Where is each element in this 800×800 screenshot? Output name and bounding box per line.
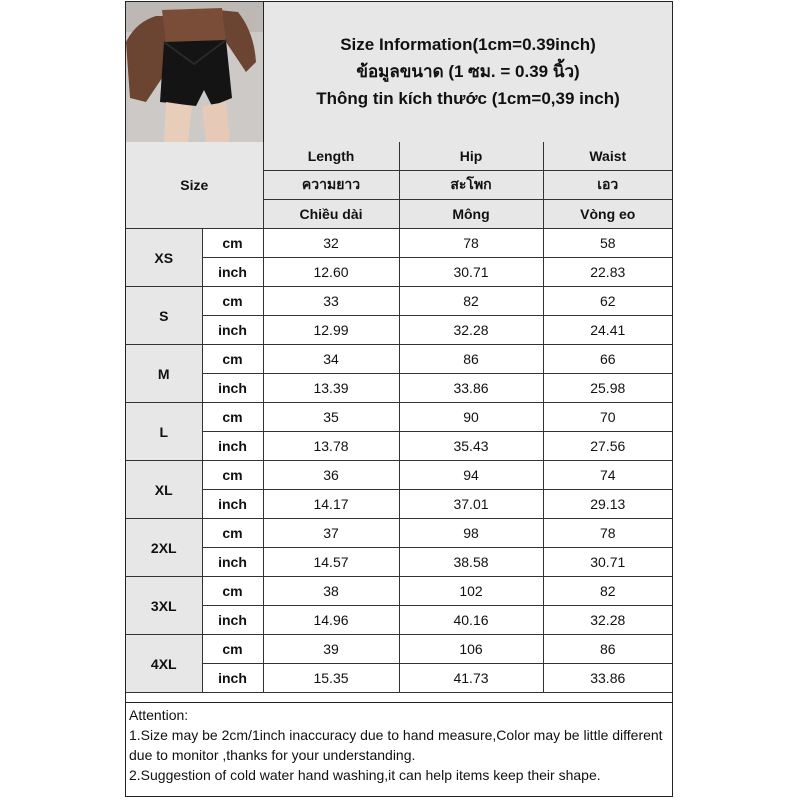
cell-cm: 98 xyxy=(399,519,543,548)
cell-cm: 90 xyxy=(399,403,543,432)
column-waist-th: เอว xyxy=(543,171,672,200)
cell-inch: 15.35 xyxy=(263,664,399,693)
size-label: L xyxy=(126,403,202,461)
cell-cm: 36 xyxy=(263,461,399,490)
table-row xyxy=(126,316,672,345)
size-label: M xyxy=(126,345,202,403)
table-row xyxy=(126,635,672,664)
column-length-en: Length xyxy=(263,142,399,171)
cell-cm: 70 xyxy=(543,403,672,432)
column-hip-vi: Mông xyxy=(399,200,543,229)
cell-cm: 38 xyxy=(263,577,399,606)
unit-cm: cm xyxy=(202,229,263,258)
table-row xyxy=(126,606,672,635)
cell-cm: 78 xyxy=(399,229,543,258)
cell-cm: 35 xyxy=(263,403,399,432)
unit-inch: inch xyxy=(202,664,263,693)
unit-inch: inch xyxy=(202,606,263,635)
attention-note-2: 2.Suggestion of cold water hand washing,it can help items keep their shape. xyxy=(129,767,601,783)
cell-cm: 78 xyxy=(543,519,672,548)
table-row xyxy=(126,432,672,461)
size-label: 3XL xyxy=(126,577,202,635)
cell-cm: 86 xyxy=(543,635,672,664)
attention-heading: Attention: xyxy=(129,707,189,723)
size-label: XS xyxy=(126,229,202,287)
unit-inch: inch xyxy=(202,432,263,461)
cell-inch: 24.41 xyxy=(543,316,672,345)
table-row xyxy=(126,258,672,287)
column-waist-en: Waist xyxy=(543,142,672,171)
column-waist-vi: Vòng eo xyxy=(543,200,672,229)
header-area xyxy=(126,2,672,143)
column-length-th: ความยาว xyxy=(263,171,399,200)
cell-cm: 58 xyxy=(543,229,672,258)
cell-inch: 30.71 xyxy=(399,258,543,287)
product-photo xyxy=(126,2,264,142)
size-column-heading: Size xyxy=(126,142,263,229)
cell-inch: 25.98 xyxy=(543,374,672,403)
unit-cm: cm xyxy=(202,287,263,316)
cell-inch: 12.99 xyxy=(263,316,399,345)
attention-notes xyxy=(126,702,672,797)
cell-cm: 82 xyxy=(543,577,672,606)
cell-inch: 30.71 xyxy=(543,548,672,577)
size-label: S xyxy=(126,287,202,345)
cell-cm: 33 xyxy=(263,287,399,316)
cell-cm: 62 xyxy=(543,287,672,316)
table-row xyxy=(126,229,672,258)
cell-inch: 40.16 xyxy=(399,606,543,635)
cell-cm: 39 xyxy=(263,635,399,664)
unit-inch: inch xyxy=(202,258,263,287)
cell-inch: 13.39 xyxy=(263,374,399,403)
attention-note-1: 1.Size may be 2cm/1inch inaccuracy due to hand measure,Color may be little different due to monitor ,thanks for your understanding. xyxy=(129,727,663,763)
cell-inch: 29.13 xyxy=(543,490,672,519)
product-photo-illustration xyxy=(126,2,263,142)
size-info-title xyxy=(264,2,672,142)
size-label: XL xyxy=(126,461,202,519)
unit-cm: cm xyxy=(202,345,263,374)
cell-inch: 32.28 xyxy=(399,316,543,345)
size-table xyxy=(126,142,672,693)
cell-inch: 27.56 xyxy=(543,432,672,461)
cell-cm: 102 xyxy=(399,577,543,606)
unit-inch: inch xyxy=(202,490,263,519)
title-english: Size Information(1cm=0.39inch) xyxy=(340,35,596,54)
cell-cm: 32 xyxy=(263,229,399,258)
cell-cm: 74 xyxy=(543,461,672,490)
title-vietnamese: Thông tin kích thước (1cm=0,39 inch) xyxy=(316,89,620,108)
cell-cm: 106 xyxy=(399,635,543,664)
cell-cm: 94 xyxy=(399,461,543,490)
column-length-vi: Chiều dài xyxy=(263,200,399,229)
column-hip-th: สะโพก xyxy=(399,171,543,200)
unit-cm: cm xyxy=(202,635,263,664)
table-row xyxy=(126,664,672,693)
cell-inch: 32.28 xyxy=(543,606,672,635)
cell-cm: 34 xyxy=(263,345,399,374)
unit-cm: cm xyxy=(202,577,263,606)
table-row xyxy=(126,287,672,316)
unit-cm: cm xyxy=(202,461,263,490)
cell-cm: 82 xyxy=(399,287,543,316)
table-row xyxy=(126,345,672,374)
cell-inch: 35.43 xyxy=(399,432,543,461)
cell-inch: 22.83 xyxy=(543,258,672,287)
cell-inch: 41.73 xyxy=(399,664,543,693)
table-row xyxy=(126,548,672,577)
unit-cm: cm xyxy=(202,403,263,432)
unit-inch: inch xyxy=(202,374,263,403)
cell-inch: 33.86 xyxy=(543,664,672,693)
cell-cm: 66 xyxy=(543,345,672,374)
table-row xyxy=(126,577,672,606)
unit-inch: inch xyxy=(202,316,263,345)
cell-inch: 14.57 xyxy=(263,548,399,577)
cell-inch: 14.17 xyxy=(263,490,399,519)
table-row xyxy=(126,374,672,403)
unit-inch: inch xyxy=(202,548,263,577)
table-row xyxy=(126,461,672,490)
size-label: 2XL xyxy=(126,519,202,577)
cell-inch: 14.96 xyxy=(263,606,399,635)
table-row xyxy=(126,519,672,548)
table-row xyxy=(126,403,672,432)
unit-cm: cm xyxy=(202,519,263,548)
size-label: 4XL xyxy=(126,635,202,693)
cell-inch: 13.78 xyxy=(263,432,399,461)
title-thai: ข้อมูลขนาด (1 ซม. = 0.39 นิ้ว) xyxy=(356,62,580,81)
cell-inch: 12.60 xyxy=(263,258,399,287)
cell-cm: 86 xyxy=(399,345,543,374)
cell-inch: 37.01 xyxy=(399,490,543,519)
cell-inch: 38.58 xyxy=(399,548,543,577)
table-row xyxy=(126,490,672,519)
size-chart-sheet xyxy=(125,1,673,797)
cell-cm: 37 xyxy=(263,519,399,548)
cell-inch: 33.86 xyxy=(399,374,543,403)
column-hip-en: Hip xyxy=(399,142,543,171)
